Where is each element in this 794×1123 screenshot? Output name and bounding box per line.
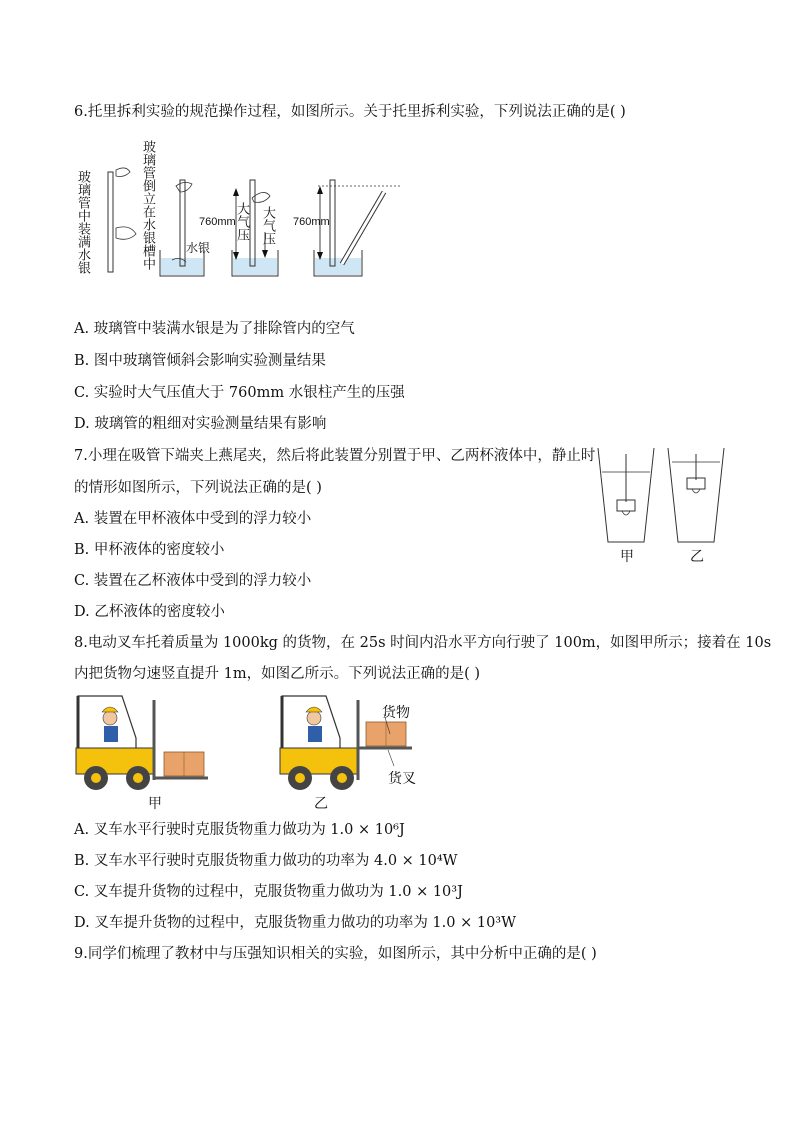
q8-option-c: C. 叉车提升货物的过程中，克服货物重力做功为 1.0 × 10³J bbox=[74, 884, 463, 900]
label-760a: 760mm bbox=[199, 216, 236, 228]
forklift-drawing bbox=[72, 690, 432, 815]
cup-label-a: 甲 bbox=[620, 549, 634, 565]
q7-option-d: D. 乙杯液体的密度较小 bbox=[74, 604, 225, 620]
label-fill: 玻璃管中装满水银 bbox=[75, 170, 90, 274]
q7-option-b: B. 甲杯液体的密度较小 bbox=[74, 542, 225, 558]
forklift-label-b: 乙 bbox=[314, 796, 328, 812]
q6-stem: 6.托里拆利实验的规范操作过程，如图所示。关于托里拆利实验，下列说法正确的是( ) bbox=[74, 104, 626, 120]
q7-stem-line2: 的情形如图所示，下列说法正确的是( ) bbox=[74, 480, 322, 496]
q6-option-a: A. 玻璃管中装满水银是为了排除管内的空气 bbox=[74, 321, 355, 337]
label-760b: 760mm bbox=[293, 216, 330, 228]
label-atm-a: 大气压 bbox=[234, 202, 249, 241]
q8-option-a: A. 叉车水平行驶时克服货物重力做功为 1.0 × 10⁶J bbox=[74, 822, 405, 838]
label-cargo: 货物 bbox=[382, 705, 410, 721]
q9-stem: 9.同学们梳理了教材中与压强知识相关的实验，如图所示，其中分析中正确的是( ) bbox=[74, 946, 597, 962]
q6-option-d: D. 玻璃管的粗细对实验测量结果有影响 bbox=[74, 416, 327, 432]
forklift-label-a: 甲 bbox=[148, 796, 162, 812]
cups-drawing bbox=[594, 446, 734, 576]
cups-figure bbox=[594, 446, 734, 576]
q6-option-b: B. 图中玻璃管倾斜会影响实验测量结果 bbox=[74, 353, 326, 369]
q7-stem-line1: 7.小理在吸管下端夹上燕尾夹，然后将此装置分别置于甲、乙两杯液体中，静止时 bbox=[74, 448, 596, 464]
q7-option-c: C. 装置在乙杯液体中受到的浮力较小 bbox=[74, 573, 312, 589]
q7-option-a: A. 装置在甲杯液体中受到的浮力较小 bbox=[74, 511, 312, 527]
torricelli-figure bbox=[72, 140, 412, 300]
cup-label-b: 乙 bbox=[690, 549, 704, 565]
label-mercury: 水银 bbox=[186, 241, 211, 255]
forklift-figure bbox=[72, 690, 432, 815]
label-invert: 玻璃管倒立在水银槽中 bbox=[140, 140, 155, 270]
q8-stem-line1: 8.电动叉车托着质量为 1000kg 的货物，在 25s 时间内沿水平方向行驶了 100m，如图甲所示；接着在 10s bbox=[74, 635, 772, 651]
label-atm-b: 大气压 bbox=[260, 206, 275, 245]
q8-option-b: B. 叉车水平行驶时克服货物重力做功的功率为 4.0 × 10⁴W bbox=[74, 853, 458, 869]
q6-option-c: C. 实验时大气压值大于 760mm 水银柱产生的压强 bbox=[74, 385, 405, 401]
q8-option-d: D. 叉车提升货物的过程中，克服货物重力做功的功率为 1.0 × 10³W bbox=[74, 915, 517, 931]
label-fork: 货叉 bbox=[388, 771, 416, 787]
q8-stem-line2: 内把货物匀速竖直提升 1m，如图乙所示。下列说法正确的是( ) bbox=[74, 666, 481, 682]
